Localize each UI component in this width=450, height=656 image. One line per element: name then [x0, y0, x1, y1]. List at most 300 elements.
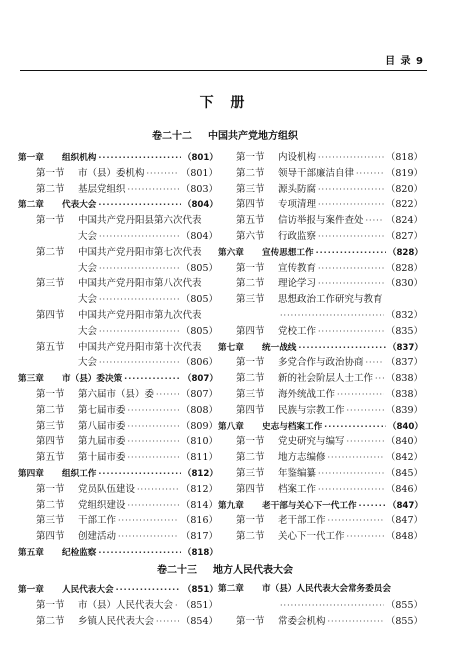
toc-section-entry — [218, 450, 423, 466]
dot-leader — [98, 466, 180, 482]
toc-chapter-entry — [18, 197, 218, 213]
toc-entry-label — [218, 182, 316, 198]
toc-entry-label — [218, 614, 326, 630]
toc-entry-label — [18, 498, 126, 514]
page-number: （805） — [180, 262, 218, 274]
section-number: 第三节 — [236, 467, 265, 479]
dot-leader — [99, 261, 179, 277]
entry-title: 关心下一代工作 — [278, 531, 345, 543]
dot-leader — [318, 276, 384, 292]
dot-leader — [116, 582, 181, 598]
entry-title: 宣传教育 — [278, 262, 317, 274]
entry-title: 中国共产党丹阳市第十次代表 — [78, 341, 202, 353]
toc-entry-label — [18, 245, 202, 261]
section-number: 第一节 — [236, 515, 265, 527]
page-number: （805） — [180, 325, 218, 337]
section-number: 第三节 — [36, 515, 65, 527]
toc-section-entry — [218, 292, 423, 308]
toc-column-left — [18, 582, 218, 629]
entry-title: 宣传思想工作 — [262, 247, 314, 258]
entry-title: 行政监察 — [278, 230, 317, 242]
entry-title: 中国共产党丹阳市第九次代表 — [78, 309, 202, 321]
dot-leader — [280, 598, 384, 614]
toc-column-right — [218, 582, 423, 629]
toc-entry-label — [18, 355, 97, 371]
toc-chapter-entry — [18, 150, 218, 166]
entry-title: 党史研究与编写 — [278, 436, 345, 448]
toc-section-entry — [218, 197, 423, 213]
toc-entry-label — [218, 371, 373, 387]
toc-section-entry — [18, 340, 218, 356]
toc-section-entry — [18, 261, 218, 277]
chapter-number: 第二章 — [218, 584, 244, 594]
toc-section-entry — [218, 355, 423, 371]
section-number: 第二节 — [236, 452, 265, 464]
entry-title: 地方志编修 — [278, 452, 326, 464]
page-number: （840） — [387, 421, 423, 432]
toc-entry-label — [18, 614, 154, 630]
dot-leader — [128, 498, 179, 514]
toc-entry-label — [18, 292, 97, 308]
entry-title: 大会 — [78, 357, 98, 369]
toc-entry-label — [18, 276, 202, 292]
toc-section-entry — [218, 166, 423, 182]
entry-title: 第九届市委 — [78, 436, 126, 448]
dot-leader — [328, 513, 384, 529]
toc-section-entry — [18, 419, 218, 435]
page-number: （855） — [385, 599, 423, 611]
dot-leader — [318, 482, 384, 498]
toc-section-entry — [218, 308, 423, 324]
toc-entry-label — [18, 529, 116, 545]
section-number: 第一节 — [36, 388, 65, 400]
toc-chapter-entry — [18, 371, 218, 387]
page-number: （838） — [385, 388, 423, 400]
entry-title: 思想政治工作研究与教育 — [278, 294, 383, 306]
dot-leader — [280, 308, 384, 324]
chapter-number: 第一章 — [18, 153, 44, 163]
dot-leader — [318, 182, 384, 198]
toc-entry-label — [18, 372, 122, 388]
chapter-number: 第二章 — [18, 200, 44, 211]
entry-title: 市（县）委机构 — [78, 167, 145, 179]
entry-title: 民族与宗教工作 — [278, 404, 345, 416]
dot-leader — [318, 197, 384, 213]
dot-leader — [328, 614, 384, 630]
toc-entry-label — [18, 546, 96, 562]
section-number: 第三节 — [36, 278, 65, 290]
entry-title: 中国共产党丹阳市第八次代表 — [78, 278, 202, 290]
toc-column-right — [218, 150, 423, 545]
toc-entry-label — [18, 583, 114, 599]
toc-column-left — [18, 150, 218, 561]
toc-entry-label — [18, 598, 173, 614]
toc-section-entry — [18, 324, 218, 340]
section-number: 第一节 — [36, 483, 65, 495]
toc-section-entry — [218, 387, 423, 403]
section-number: 第一节 — [236, 436, 265, 448]
page-number: （809） — [180, 420, 218, 432]
entry-title: 市（县）委决策 — [62, 374, 123, 385]
section-number: 第三节 — [236, 183, 265, 195]
toc-entry-label — [18, 229, 97, 245]
entry-title: 代表大会 — [62, 200, 97, 211]
toc-section-entry — [218, 466, 423, 482]
page-number: （846） — [385, 483, 423, 495]
entry-title: 海外统战工作 — [278, 388, 336, 400]
page-number: （803） — [180, 183, 218, 195]
toc-entry-label — [218, 513, 326, 529]
page-number: （855） — [385, 615, 423, 627]
page-number: （851） — [180, 599, 218, 611]
toc-section-entry — [218, 482, 423, 498]
page-number: （819） — [385, 167, 423, 179]
entry-title: 基层党组织 — [78, 183, 126, 195]
dot-leader — [98, 197, 180, 213]
entry-title: 大会 — [78, 294, 98, 306]
volume-number: 卷二十二 — [152, 131, 192, 142]
dot-leader — [328, 450, 384, 466]
toc-entry-label — [18, 182, 126, 198]
page-number: （810） — [180, 436, 218, 448]
entry-title: 大会 — [78, 230, 98, 242]
dot-leader — [366, 355, 384, 371]
dot-leader — [128, 450, 179, 466]
toc-section-entry — [218, 324, 423, 340]
toc-section-entry — [218, 261, 423, 277]
dot-leader — [366, 213, 384, 229]
entry-title: 市（县）人民代表大会常务委员会 — [262, 584, 391, 594]
toc-entry-label — [218, 499, 357, 515]
toc-entry-label — [18, 166, 145, 182]
toc-entry-label — [18, 450, 126, 466]
toc-section-entry — [218, 150, 423, 166]
section-number: 第一节 — [36, 215, 65, 227]
entry-title: 理论学习 — [278, 278, 317, 290]
toc-section-entry — [218, 513, 423, 529]
entry-title: 市（县）人民代表大会 — [78, 599, 174, 611]
toc-entry-label — [218, 246, 314, 262]
toc-section-entry — [18, 498, 218, 514]
toc-section-entry — [218, 598, 423, 614]
entry-title: 老干部工作 — [278, 515, 326, 527]
toc-chapter-entry — [218, 340, 423, 356]
toc-entry-label — [218, 276, 316, 292]
dot-leader — [337, 387, 384, 403]
toc-section-entry — [218, 403, 423, 419]
entry-title: 创建活动 — [78, 531, 117, 543]
page-number: （847） — [387, 500, 423, 511]
toc-entry-label — [218, 450, 326, 466]
chapter-number: 第三章 — [18, 374, 44, 385]
dot-leader — [318, 229, 384, 245]
entry-title: 乡镇人民代表大会 — [78, 615, 155, 627]
toc-section-entry — [18, 529, 218, 545]
entry-title: 组织机构 — [62, 153, 97, 163]
toc-entry-label — [18, 467, 96, 483]
entry-title: 多党合作与政治协商 — [278, 357, 364, 369]
volume-name: 地方人民代表大会 — [213, 565, 293, 576]
dot-leader — [98, 545, 180, 561]
toc-entry-label — [218, 529, 345, 545]
section-number: 第一节 — [236, 357, 265, 369]
toc-entry-label — [218, 324, 316, 340]
toc-entry-label — [18, 403, 126, 419]
entry-title: 党员队伍建设 — [78, 483, 136, 495]
section-number: 第二节 — [36, 615, 65, 627]
section-number: 第二节 — [36, 183, 65, 195]
page-number: （818） — [385, 152, 423, 163]
dot-leader — [128, 403, 179, 419]
page-number: （848） — [385, 531, 423, 543]
toc-entry-label — [218, 582, 391, 598]
toc-entry-label — [18, 261, 97, 277]
section-number: 第一节 — [36, 599, 65, 611]
dot-leader — [128, 419, 179, 435]
toc-section-entry — [218, 529, 423, 545]
entry-title: 党组织建设 — [78, 499, 126, 511]
dot-leader — [128, 182, 179, 198]
entry-title: 第十届市委 — [78, 452, 126, 464]
page-number: （837） — [385, 357, 423, 369]
page-number: （837） — [387, 342, 423, 353]
entry-title: 第六届市（县）委 — [78, 388, 155, 400]
chapter-number: 第八章 — [218, 421, 244, 432]
dot-leader — [137, 482, 179, 498]
toc-section-entry — [18, 450, 218, 466]
toc-section-entry — [18, 387, 218, 403]
section-number: 第四节 — [236, 483, 265, 495]
page-number: （832） — [385, 309, 423, 321]
toc-entry-label — [218, 466, 316, 482]
entry-title: 组织工作 — [62, 468, 97, 479]
dot-leader — [347, 403, 384, 419]
section-number: 第四节 — [36, 309, 65, 321]
toc-section-entry — [18, 513, 218, 529]
dot-leader — [147, 166, 179, 182]
toc-entry-label — [218, 261, 316, 277]
dot-leader — [99, 324, 179, 340]
toc-entry-label — [18, 213, 202, 229]
entry-title: 大会 — [78, 325, 98, 337]
page-number: （838） — [385, 373, 423, 385]
toc-entry-label — [18, 482, 135, 498]
toc-entry-label — [218, 292, 383, 308]
toc-section-entry — [18, 308, 218, 324]
entry-title: 领导干部廉洁自律 — [278, 167, 355, 179]
page-number: （807） — [182, 374, 218, 385]
page-number: （805） — [180, 294, 218, 306]
toc-section-entry — [18, 355, 218, 371]
entry-title: 源头防腐 — [278, 183, 317, 195]
toc-entry-label — [18, 340, 202, 356]
section-number: 第二节 — [236, 373, 265, 385]
section-number: 第一节 — [236, 262, 265, 274]
page-number: （845） — [385, 467, 423, 479]
dot-leader — [316, 245, 386, 261]
section-number: 第三节 — [236, 294, 265, 306]
dot-leader — [128, 434, 179, 450]
page-number: （816） — [180, 515, 218, 527]
toc-entry-label — [218, 166, 354, 182]
entry-title: 年鉴编纂 — [278, 467, 317, 479]
toc-section-entry — [18, 482, 218, 498]
toc-entry-label — [18, 419, 126, 435]
dot-leader — [99, 229, 179, 245]
dot-leader — [99, 292, 179, 308]
section-number: 第二节 — [236, 278, 265, 290]
page-number: （801） — [182, 153, 218, 163]
toc-entry-label — [18, 324, 97, 340]
toc-entry-label — [218, 229, 316, 245]
page-number: （807） — [180, 388, 218, 400]
section-number: 第四节 — [236, 404, 265, 416]
toc-chapter-entry — [218, 419, 423, 435]
toc-chapter-entry — [218, 582, 423, 598]
entry-title: 内设机构 — [278, 152, 317, 163]
dot-leader — [318, 466, 384, 482]
page-number: （827） — [385, 230, 423, 242]
dot-leader — [318, 324, 384, 340]
toc-entry-label — [18, 513, 116, 529]
section-number: 第一节 — [236, 615, 265, 627]
toc-entry-label — [218, 150, 316, 166]
dot-leader — [99, 355, 179, 371]
page-number: （828） — [387, 247, 423, 258]
page-number: （842） — [385, 452, 423, 464]
page-number: （840） — [385, 436, 423, 448]
entry-title: 老干部与关心下一代工作 — [262, 500, 357, 511]
section-number: 第五节 — [36, 452, 65, 464]
page-number: （854） — [180, 615, 218, 627]
toc-section-entry — [218, 213, 423, 229]
toc-section-entry — [218, 614, 423, 630]
chapter-number: 第七章 — [218, 342, 244, 353]
entry-title: 干部工作 — [78, 515, 117, 527]
section-number: 第二节 — [36, 499, 65, 511]
toc-section-entry — [18, 292, 218, 308]
dot-leader — [375, 371, 384, 387]
header-rule — [20, 70, 427, 71]
running-header: 目 录 9 — [385, 56, 424, 67]
page-number: （830） — [385, 278, 423, 290]
toc-entry-label — [218, 482, 316, 498]
entry-title: 中国共产党丹阳县第六次代表 — [78, 215, 202, 227]
toc-section-entry — [218, 434, 423, 450]
section-number: 第五节 — [236, 215, 265, 227]
page-number: （808） — [180, 404, 218, 416]
dot-leader — [175, 598, 179, 614]
toc-entry-label — [218, 420, 322, 436]
volume-name: 中国共产党地方组织 — [208, 131, 298, 142]
entry-title: 专项清理 — [278, 199, 317, 211]
toc-entry-label — [18, 387, 154, 403]
page-number: （806） — [180, 357, 218, 369]
entry-title: 大会 — [78, 262, 98, 274]
page-number: （824） — [385, 215, 423, 227]
chapter-number: 第一章 — [18, 585, 44, 595]
page-number: （818） — [182, 547, 218, 558]
volume-title — [0, 561, 450, 576]
page-number: （820） — [385, 183, 423, 195]
section-number: 第一节 — [36, 167, 65, 179]
entry-title: 纪检监察 — [62, 547, 97, 558]
dot-leader — [324, 419, 386, 435]
toc-entry-label — [18, 198, 96, 214]
toc-section-entry — [218, 276, 423, 292]
dot-leader — [156, 614, 179, 630]
page-number: （814） — [180, 499, 218, 511]
toc-entry-label — [218, 355, 364, 371]
page-number: （847） — [385, 515, 423, 527]
page-number: （822） — [385, 199, 423, 211]
dot-leader — [98, 150, 180, 166]
toc-section-entry — [18, 403, 218, 419]
dot-leader — [347, 529, 384, 545]
section-number: 第二节 — [36, 404, 65, 416]
toc-entry-label — [18, 434, 126, 450]
toc-entry-label — [218, 387, 335, 403]
dot-leader — [347, 434, 384, 450]
page-number: （812） — [180, 483, 218, 495]
entry-title: 统一战线 — [262, 342, 297, 353]
page-number: （828） — [385, 262, 423, 274]
page-number: （839） — [385, 404, 423, 416]
entry-title: 信访举报与案件查处 — [278, 215, 364, 227]
section-number: 第二节 — [236, 167, 265, 179]
page-number: （817） — [180, 531, 218, 543]
toc-section-entry — [18, 598, 218, 614]
entry-title: 中国共产党丹阳市第七次代表 — [78, 246, 202, 258]
page-number: （804） — [180, 230, 218, 242]
page-number: （801） — [180, 167, 218, 179]
toc-chapter-entry — [18, 582, 218, 598]
entry-title: 史志与档案工作 — [262, 421, 323, 432]
section-number: 第四节 — [236, 325, 265, 337]
dot-leader — [356, 166, 384, 182]
page-number: （812） — [182, 468, 218, 479]
toc-chapter-entry — [18, 545, 218, 561]
entry-title: 新的社会阶层人士工作 — [278, 373, 374, 385]
page-number: （804） — [182, 200, 218, 211]
toc-entry-label — [218, 341, 296, 357]
dot-leader — [118, 529, 179, 545]
toc-entry-label — [218, 403, 345, 419]
volume-number: 卷二十三 — [157, 565, 197, 576]
toc-section-entry — [18, 614, 218, 630]
entry-title: 常委会机构 — [278, 615, 326, 627]
section-number: 第四节 — [36, 531, 65, 543]
dot-leader — [318, 150, 384, 166]
section-number: 第二节 — [236, 531, 265, 543]
entry-title: 第八届市委 — [78, 420, 126, 432]
toc-section-entry — [18, 229, 218, 245]
toc-section-entry — [18, 166, 218, 182]
chapter-number: 第六章 — [218, 247, 244, 258]
toc-section-entry — [18, 245, 218, 261]
section-number: 第一节 — [236, 152, 265, 163]
chapter-number: 第五章 — [18, 547, 44, 558]
section-number: 第二节 — [36, 246, 65, 258]
part-title: 下 册 — [199, 95, 251, 111]
chapter-number: 第四章 — [18, 468, 44, 479]
page-number: （851） — [182, 585, 218, 595]
dot-leader — [359, 498, 386, 514]
toc-section-entry — [18, 182, 218, 198]
toc-chapter-entry — [218, 498, 423, 514]
section-number: 第三节 — [236, 388, 265, 400]
toc-section-entry — [18, 434, 218, 450]
